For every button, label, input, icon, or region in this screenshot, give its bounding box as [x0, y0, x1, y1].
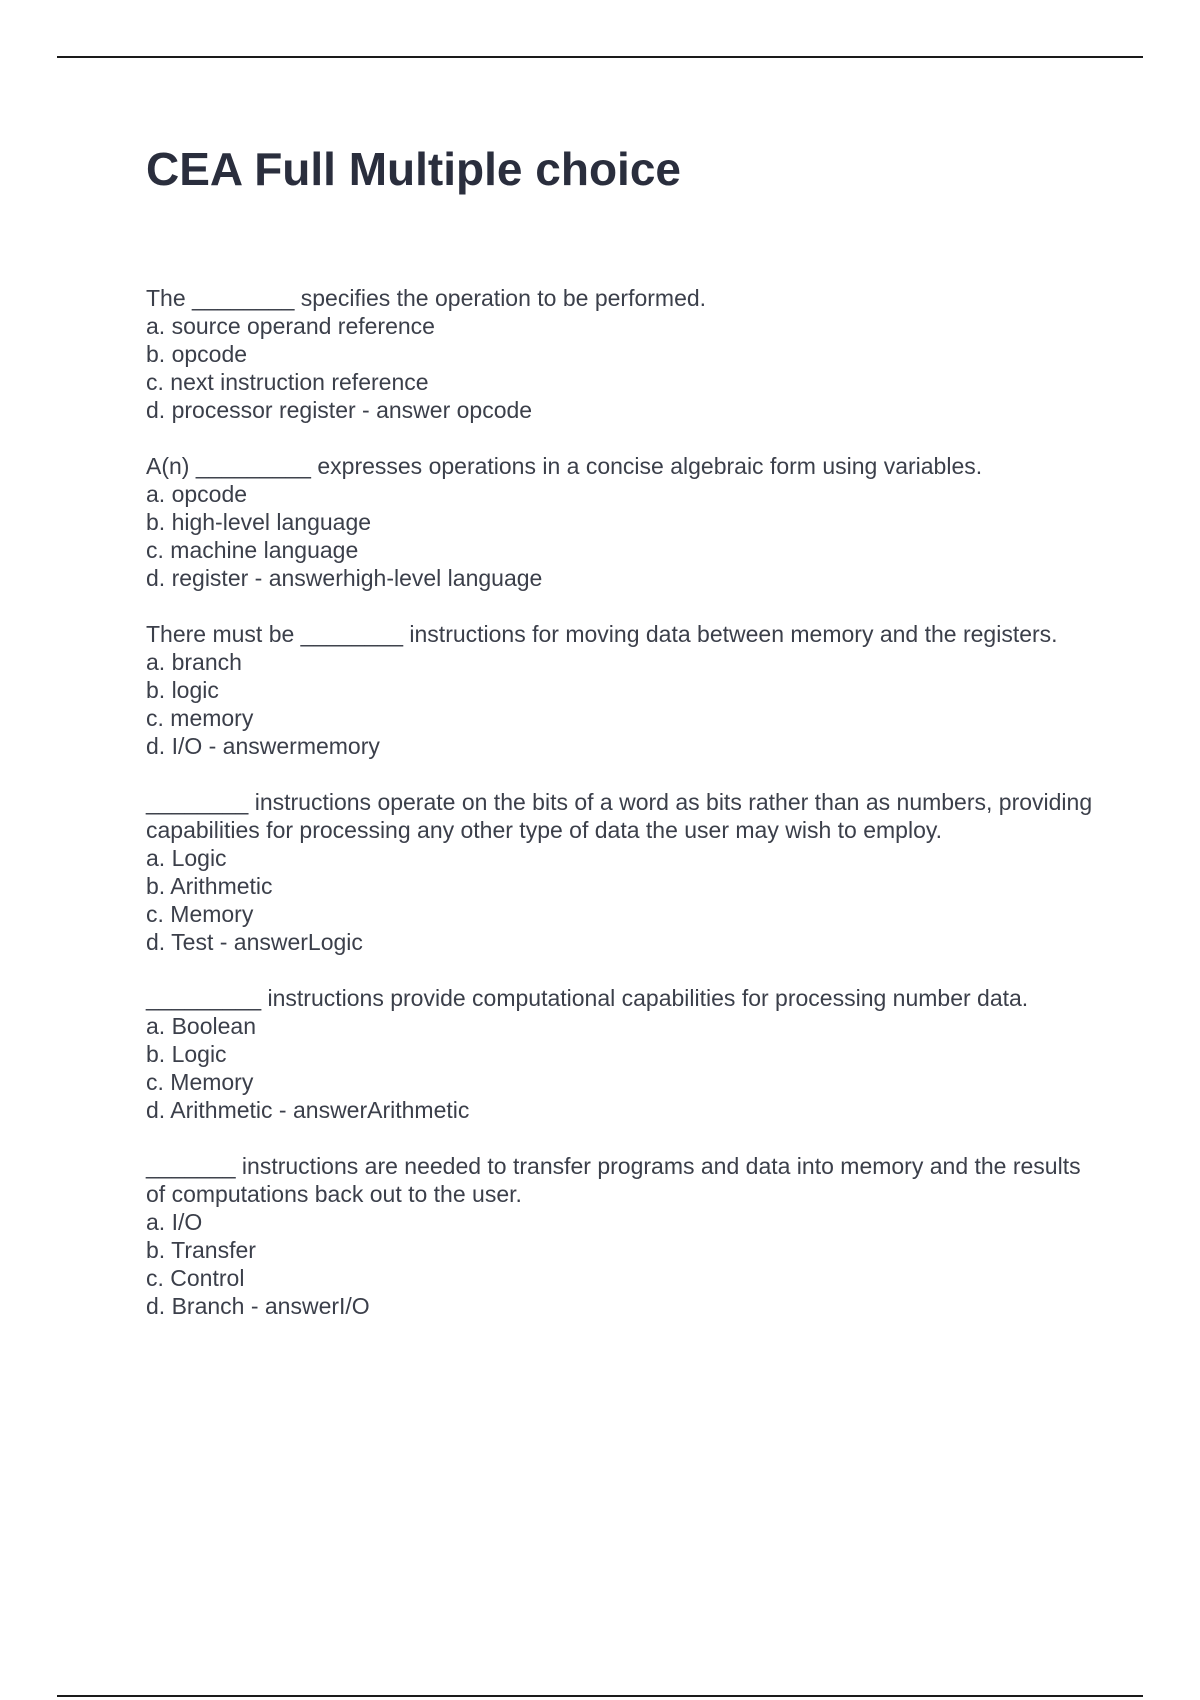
option-d: d. register - answerhigh-level language	[146, 565, 543, 591]
option-d: d. Test - answerLogic	[146, 929, 363, 955]
option-a: a. I/O	[146, 1209, 203, 1235]
option-a: a. branch	[146, 649, 242, 675]
question-stem: There must be ________ instructions for moving data between memory and the registers.	[146, 621, 1058, 647]
question-list	[146, 284, 1096, 1348]
option-d: d. Arithmetic - answerArithmetic	[146, 1097, 470, 1123]
question-3	[146, 620, 1096, 760]
question-1	[146, 284, 1096, 424]
question-2	[146, 452, 1096, 592]
option-b: b. Logic	[146, 1041, 227, 1067]
option-c: c. machine language	[146, 537, 359, 563]
option-c: c. memory	[146, 705, 254, 731]
question-stem: _________ instructions provide computational capabilities for processing number data.	[146, 985, 1029, 1011]
bottom-rule	[57, 1695, 1143, 1697]
option-a: a. source operand reference	[146, 313, 435, 339]
option-d: d. processor register - answer opcode	[146, 397, 533, 423]
question-stem: _______ instructions are needed to transfer programs and data into memory and the results of computations back out to the user.	[146, 1153, 1081, 1207]
option-c: c. Memory	[146, 1069, 254, 1095]
question-4	[146, 788, 1096, 956]
option-b: b. high-level language	[146, 509, 372, 535]
question-5	[146, 984, 1096, 1124]
option-c: c. next instruction reference	[146, 369, 429, 395]
question-6	[146, 1152, 1096, 1320]
question-stem: The ________ specifies the operation to be performed.	[146, 285, 707, 311]
option-a: a. opcode	[146, 481, 248, 507]
option-d: d. Branch - answerI/O	[146, 1293, 370, 1319]
top-rule	[57, 56, 1143, 58]
option-b: b. opcode	[146, 341, 248, 367]
option-b: b. Transfer	[146, 1237, 256, 1263]
option-a: a. Logic	[146, 845, 227, 871]
option-d: d. I/O - answermemory	[146, 733, 380, 759]
option-b: b. Arithmetic	[146, 873, 273, 899]
document-title: CEA Full Multiple choice	[146, 143, 681, 195]
question-stem: ________ instructions operate on the bits of a word as bits rather than as numbers, providing capabilities for processing any other type of data the user may wish to employ.	[146, 789, 1093, 843]
question-stem: A(n) _________ expresses operations in a concise algebraic form using variables.	[146, 453, 983, 479]
option-c: c. Memory	[146, 901, 254, 927]
option-c: c. Control	[146, 1265, 245, 1291]
option-a: a. Boolean	[146, 1013, 256, 1039]
option-b: b. logic	[146, 677, 219, 703]
